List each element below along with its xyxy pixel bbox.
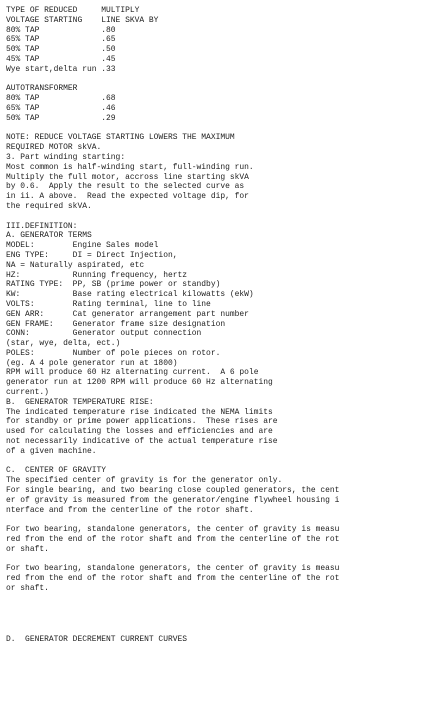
subsection-heading: C. CENTER OF GRAVITY: [6, 466, 107, 476]
subsection-heading: A. GENERATOR TERMS: [6, 231, 92, 241]
term-line: CONN: Generator output connection: [6, 329, 202, 339]
part-winding-line: in ii. A above. Read the expected voltage dip, for: [6, 192, 249, 202]
definition-section: [6, 222, 431, 457]
decrement-heading: D. GENERATOR DECREMENT CURRENT CURVES: [6, 634, 188, 644]
spacer: [6, 75, 431, 85]
part-winding-line: by 0.6. Apply the result to the selected curve as: [6, 182, 245, 192]
part-winding-line: Most common is half-winding start, full-winding run.: [6, 162, 254, 172]
tap-row: 45% TAP .45: [6, 54, 116, 64]
cog-line: or shaft.: [6, 544, 49, 554]
term-line: VOLTS: Rating terminal, line to line: [6, 299, 211, 309]
temp-rise-line: The indicated temperature rise indicated the NEMA limits: [6, 407, 273, 417]
term-line: (eg. A 4 pole generator run at 1800): [6, 358, 178, 368]
term-line: NA = Naturally aspirated, etc: [6, 260, 145, 270]
term-line: RPM will produce 60 Hz alternating current. A 6 pole: [6, 368, 259, 378]
term-line: GEN FRAME: Generator frame size designation: [6, 319, 226, 329]
tap-row: 80% TAP .80: [6, 25, 116, 35]
part-winding-line: 3. Part winding starting:: [6, 152, 126, 162]
subsection-heading: B. GENERATOR TEMPERATURE RISE:: [6, 397, 154, 407]
part-winding-line: the required skVA.: [6, 201, 92, 211]
term-line: ENG TYPE: DI = Direct Injection,: [6, 250, 178, 260]
spacer: [6, 555, 431, 565]
spacer: [6, 457, 431, 467]
term-line: RATING TYPE: PP, SB (prime power or standby): [6, 280, 221, 290]
section-heading: III.DEFINITION:: [6, 221, 78, 231]
tap-row: 65% TAP .65: [6, 35, 116, 45]
term-line: HZ: Running frequency, hertz: [6, 270, 188, 280]
part-winding-line: Multiply the full motor, accross line starting skVA: [6, 172, 249, 182]
temp-rise-line: used for calculating the losses and efficiencies and are: [6, 427, 273, 437]
term-line: current.): [6, 388, 49, 398]
cog-line: For two bearing, standalone generators, the center of gravity is measu: [6, 564, 340, 574]
note-line: NOTE: REDUCE VOLTAGE STARTING LOWERS THE MAXIMUM: [6, 133, 235, 143]
temp-rise-line: of a given machine.: [6, 446, 97, 456]
cog-line: nterface and from the centerline of the rotor shaft.: [6, 505, 254, 515]
tap-row: 65% TAP .46: [6, 103, 116, 113]
term-line: (star, wye, delta, ect.): [6, 339, 121, 349]
table-header-line: VOLTAGE STARTING LINE SKVA BY: [6, 15, 159, 25]
cog-line: or shaft.: [6, 584, 49, 594]
cog-line: er of gravity is measured from the generator/engine flywheel housing i: [6, 495, 340, 505]
temp-rise-line: for standby or prime power applications. These rises are: [6, 417, 278, 427]
cog-line: red from the end of the rotor shaft and from the centerline of the rot: [6, 535, 340, 545]
temp-rise-line: not necessarily indicative of the actual temperature rise: [6, 437, 278, 447]
term-line: GEN ARR: Cat generator arrangement part number: [6, 309, 249, 319]
tap-row: 50% TAP .50: [6, 45, 116, 55]
cog-line: red from the end of the rotor shaft and from the centerline of the rot: [6, 574, 340, 584]
term-line: MODEL: Engine Sales model: [6, 241, 159, 251]
autotransformer-table: [6, 84, 431, 123]
spacer: [6, 594, 431, 635]
spacer: [6, 212, 431, 222]
autotransformer-title: AUTOTRANSFORMER: [6, 84, 78, 94]
part-winding-block: [6, 153, 431, 212]
tap-row: Wye start,delta run .33: [6, 64, 116, 74]
term-line: generator run at 1200 RPM will produce 60 Hz alternating: [6, 378, 273, 388]
tap-row: 50% TAP .29: [6, 113, 116, 123]
cog-line: For single bearing, and two bearing close coupled generators, the cent: [6, 486, 340, 496]
term-line: POLES: Number of pole pieces on rotor.: [6, 348, 221, 358]
note-block: [6, 133, 431, 153]
cog-line: The specified center of gravity is for the generator only.: [6, 476, 283, 486]
tap-row: 80% TAP .68: [6, 94, 116, 104]
reduced-voltage-table: [6, 6, 431, 75]
center-of-gravity-section: [6, 466, 431, 593]
note-line: REQUIRED MOTOR skVA.: [6, 143, 102, 153]
document-page: [6, 6, 431, 645]
cog-line: For two bearing, standalone generators, the center of gravity is measu: [6, 525, 340, 535]
term-line: KW: Base rating electrical kilowatts (ekW): [6, 290, 254, 300]
table-header-line: TYPE OF REDUCED MULTIPLY: [6, 6, 140, 15]
spacer: [6, 124, 431, 134]
spacer: [6, 515, 431, 525]
